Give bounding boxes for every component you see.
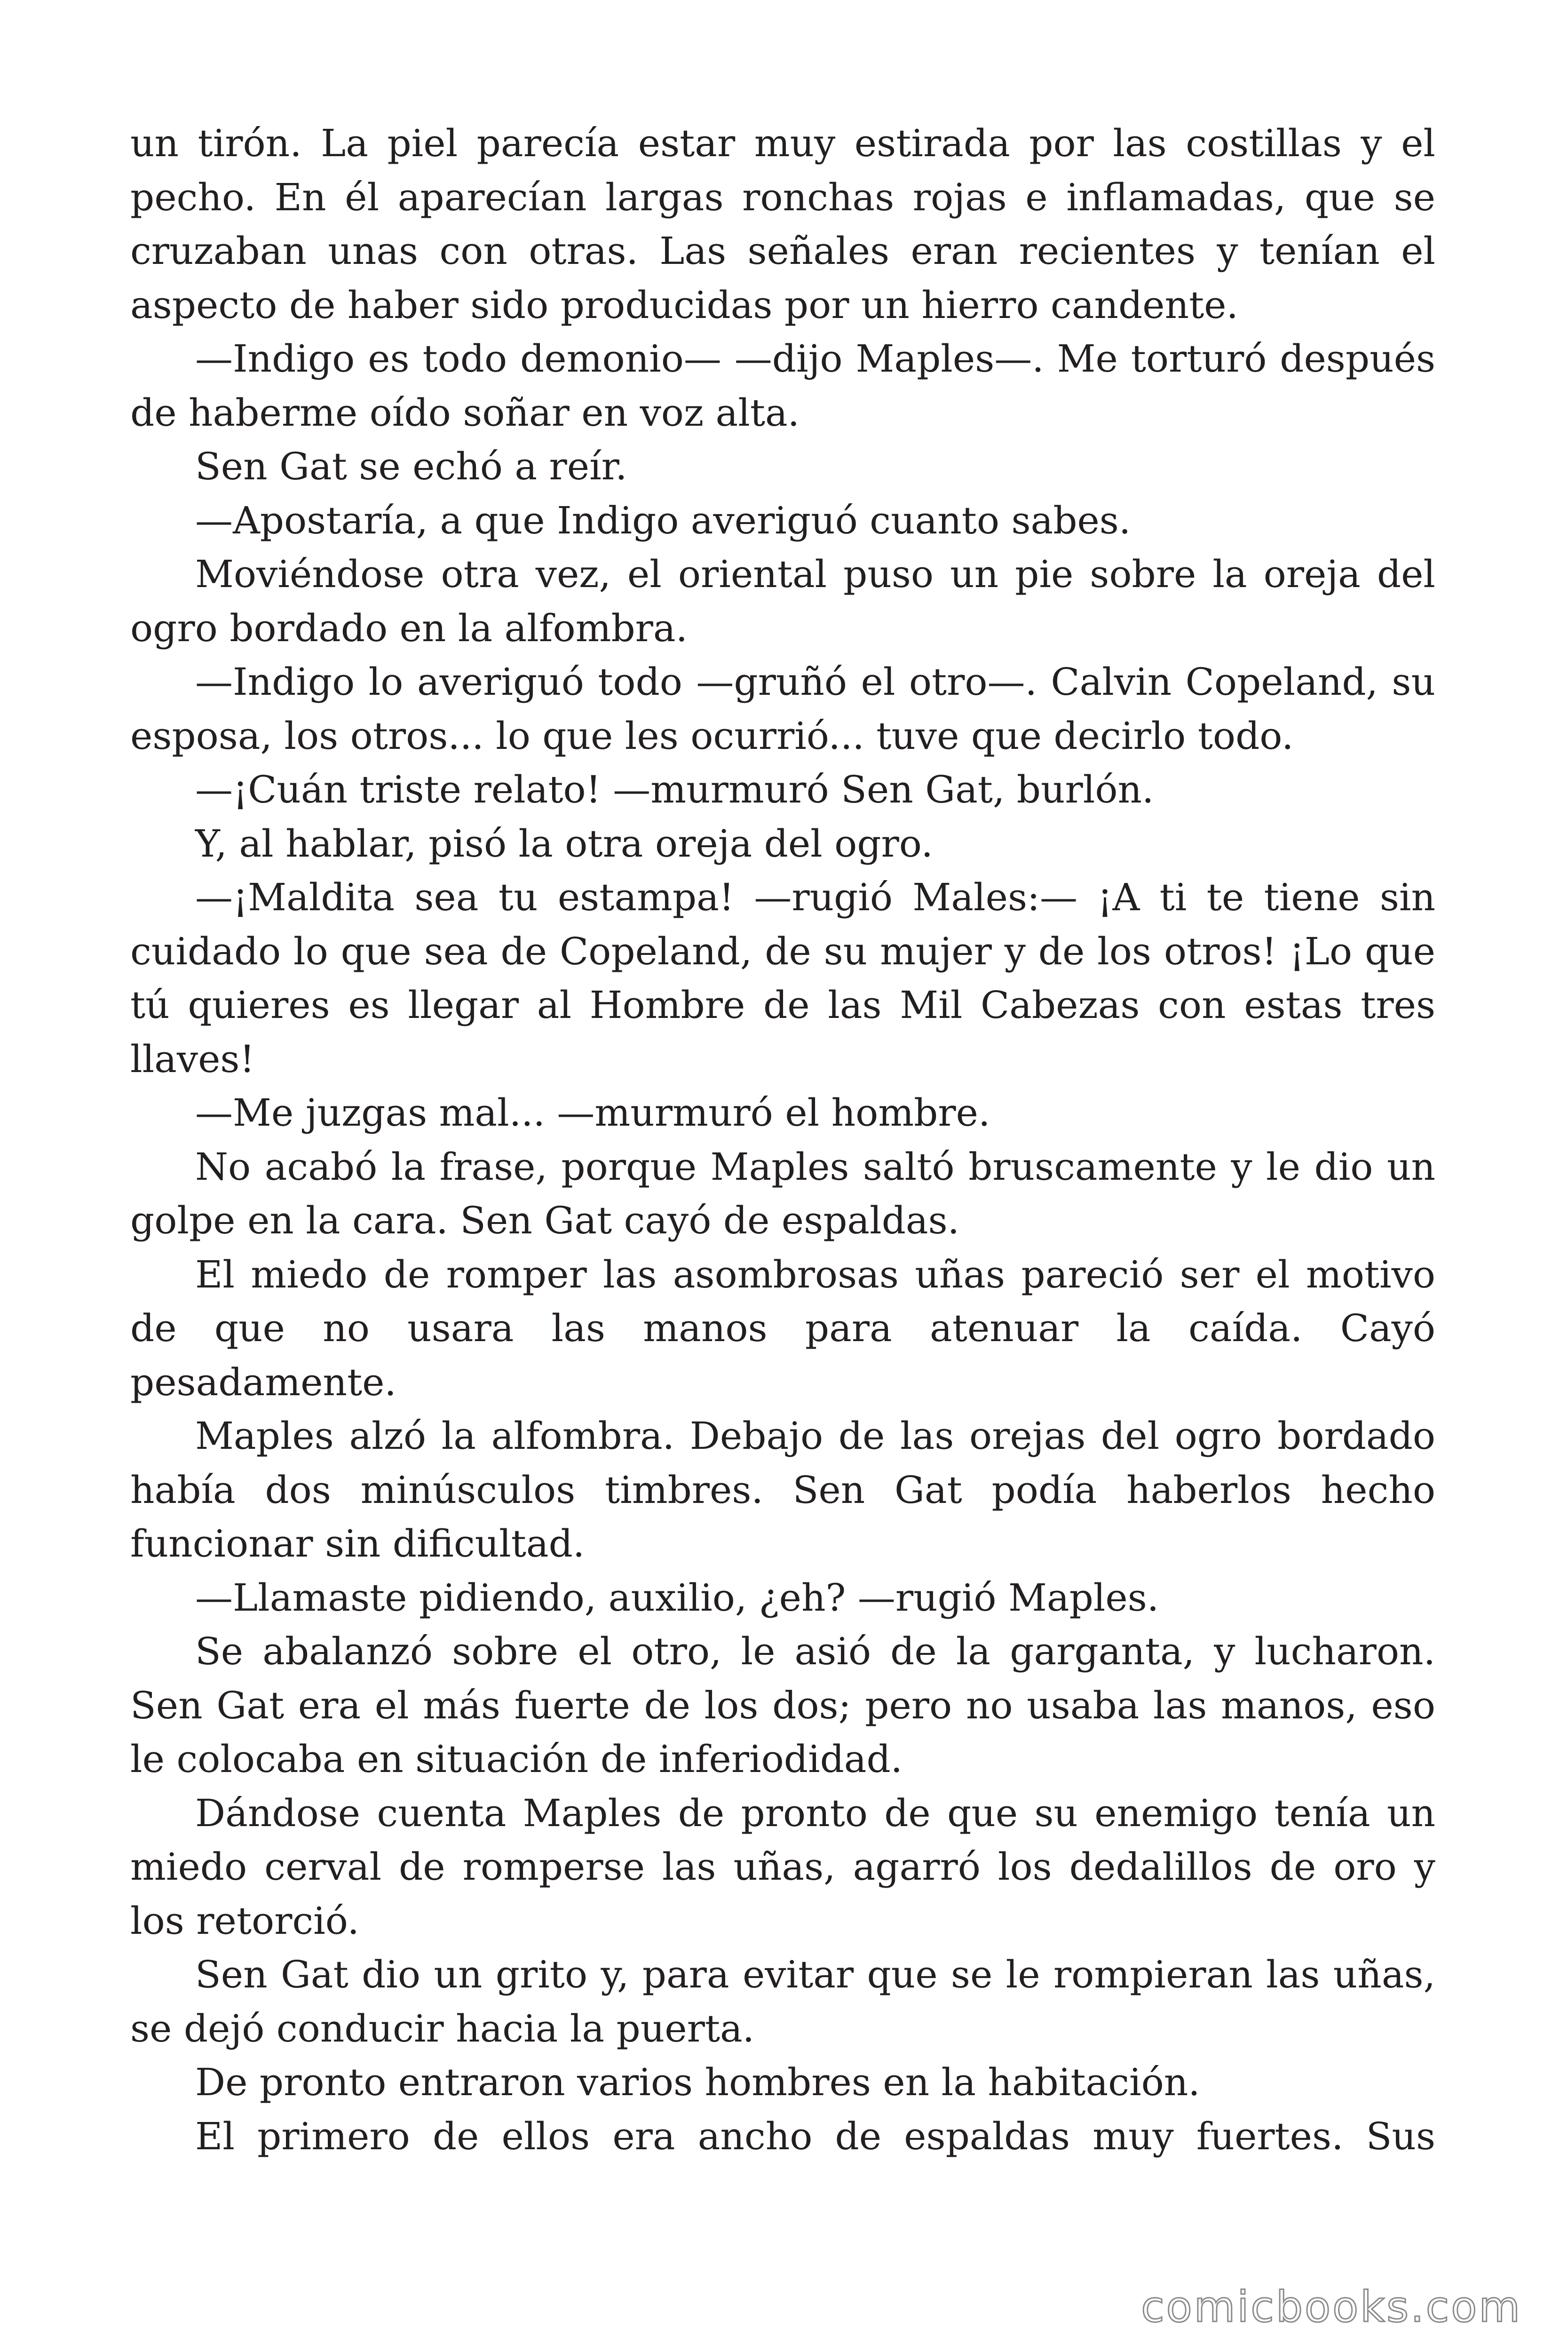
paragraph: —Apostaría, a que Indigo averiguó cuanto sabes. <box>195 498 1131 542</box>
watermark: comicbooks.com <box>1141 2282 1522 2332</box>
body-text <box>130 117 1435 2163</box>
paragraph: Dándose cuenta Maples de pronto de que su enemigo tenía un miedo cerval de romperse las uñas, agarró los dedalillos de oro y los retorció. <box>130 1791 1435 1943</box>
paragraph: Sen Gat dio un grito y, para evitar que se le rompieran las uñas, se dejó conducir hacia la puerta. <box>130 1953 1435 2050</box>
paragraph: Sen Gat se echó a reír. <box>195 445 627 488</box>
paragraph: —¡Maldita sea tu estampa! —rugió Males:— ¡A ti te tiene sin cuidado lo que sea de Copeland, de su mujer y de los otros! ¡Lo que tú quieres es llegar al Hombre de las Mil Cabezas con estas tres llaves! <box>130 875 1435 1081</box>
paragraph: Maples alzó la alfombra. Debajo de las orejas del ogro bordado había dos minúsculos timbres. Sen Gat podía haberlos hecho funcionar sin dificultad. <box>130 1414 1435 1565</box>
paragraph: un tirón. La piel parecía estar muy estirada por las costillas y el pecho. En él aparecían largas ronchas rojas e inflamadas, que se cruzaban unas con otras. Las señales eran recientes y tenían el aspecto de haber sido producidas por un hierro candente. <box>130 121 1435 327</box>
paragraph: El primero de ellos era ancho de espaldas muy fuertes. Sus <box>195 2114 1435 2158</box>
paragraph: Se abalanzó sobre el otro, le asió de la garganta, y lucharon. Sen Gat era el más fuerte de los dos; pero no usaba las manos, eso le colocaba en situación de inferiodidad. <box>130 1629 1435 1781</box>
paragraph: —Me juzgas mal... —murmuró el hombre. <box>195 1091 990 1135</box>
paragraph: —Indigo es todo demonio— —dijo Maples—. Me torturó después de haberme oído soñar en voz alta. <box>130 337 1435 435</box>
paragraph: —¡Cuán triste relato! —murmuró Sen Gat, burlón. <box>195 768 1154 811</box>
paragraph: —Llamaste pidiendo, auxilio, ¿eh? —rugió Maples. <box>195 1575 1159 1620</box>
paragraph: Moviéndose otra vez, el oriental puso un pie sobre la oreja del ogro bordado en la alfombra. <box>130 552 1435 650</box>
paragraph: El miedo de romper las asombrosas uñas pareció ser el motivo de que no usara las manos para atenuar la caída. Cayó pesadamente. <box>130 1252 1435 1404</box>
paragraph: De pronto entraron varios hombres en la habitación. <box>195 2060 1200 2104</box>
paragraph: Y, al hablar, pisó la otra oreja del ogro. <box>195 821 933 866</box>
paragraph: No acabó la frase, porque Maples saltó bruscamente y le dio un golpe en la cara. Sen Gat cayó de espaldas. <box>130 1144 1435 1242</box>
paragraph: —Indigo lo averiguó todo —gruñó el otro—. Calvin Copeland, su esposa, los otros... lo que les ocurrió... tuve que decirlo todo. <box>130 660 1435 758</box>
